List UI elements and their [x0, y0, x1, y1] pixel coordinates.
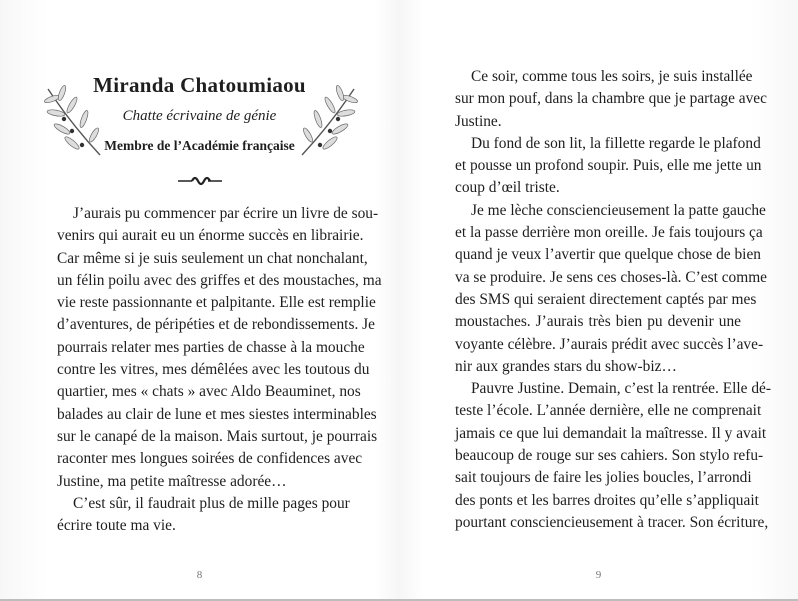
- right-page: [399, 0, 798, 599]
- text-line: des SMS qui seraient directement captés par mes: [455, 290, 757, 308]
- text-line: quand je veux l’avertir que quelque chose de bien: [455, 246, 761, 264]
- text-line: beaucoup de rouge sur ses cahiers. Son stylo refu-: [455, 447, 764, 465]
- text-line: pourtant consciencieusement à tracer. Son écriture,: [455, 513, 769, 531]
- text-line: sur le canapé de la maison. Mais surtout, je pourrais: [57, 427, 378, 445]
- text-line: nir aux grandes stars du show-biz…: [455, 357, 677, 375]
- author-title: Miranda Chatoumiaou: [93, 73, 306, 97]
- text-line: va se produire. Je sens ces choses-là. C’est comme: [455, 268, 767, 286]
- text-line: vie reste passionnante et palpitante. Elle est remplie: [57, 294, 376, 312]
- text-line: Car même si je suis seulement un chat nonchalant,: [57, 249, 368, 267]
- text-line: Je me lèche consciencieusement la patte gauche: [471, 201, 766, 219]
- body-text: [455, 66, 771, 534]
- text-line: Du fond de son lit, la fillette regarde le plafond: [471, 134, 761, 152]
- text-line: contre les vitres, mes démêlées avec les toutous du: [57, 361, 370, 379]
- author-subtitle: Chatte écrivaine de génie: [122, 108, 277, 124]
- text-line: venirs qui aurait eu un énorme succès en librairie.: [57, 227, 364, 245]
- ornament-divider-icon: [176, 172, 224, 188]
- text-line: jamais ce que lui demandait la maîtresse. Il y avait: [455, 424, 767, 442]
- text-line: raconter mes longues soirées de confidences avec: [57, 450, 363, 468]
- text-line: et pousse un profond soupir. Puis, elle me jette un: [455, 157, 762, 175]
- text-line: écrire toute ma vie.: [57, 517, 176, 535]
- text-line: pourrais relater mes parties de chasse à la mouche: [57, 338, 365, 356]
- text-line: Justine.: [455, 112, 502, 130]
- text-line: et la passe derrière mon oreille. Je fais toujours ça: [455, 224, 763, 242]
- text-line: coup d’œil triste.: [455, 179, 560, 197]
- body-text: [57, 203, 382, 537]
- text-line: voyante célèbre. J’aurais prédit avec succès l’ave-: [455, 335, 764, 353]
- text-line: Justine, ma petite maîtresse adorée…: [57, 472, 287, 490]
- author-membership: Membre de l’Académie française: [104, 138, 295, 153]
- text-line: J’aurais pu commencer par écrire un livre de sou-: [73, 205, 379, 222]
- text-line: Ce soir, comme tous les soirs, je suis installée: [471, 68, 753, 85]
- text-line: C’est sûr, il faudrait plus de mille pages pour: [73, 494, 350, 512]
- text-line: balades au clair de lune et mes siestes interminables: [57, 405, 377, 423]
- text-line: moustaches. J’aurais très bien pu devenir une: [455, 313, 741, 331]
- left-page: [0, 0, 399, 599]
- text-line: sait toujours de faire les jolies boucles, l’arrondi: [455, 469, 752, 487]
- text-line: sur mon pouf, dans la chambre que je partage avec: [455, 90, 767, 108]
- page-number: 9: [595, 569, 602, 581]
- text-line: des ponts et les barres droites qu’elle s’appliquait: [455, 491, 759, 509]
- page-number: 8: [196, 569, 203, 581]
- text-line: quartier, mes « chats » avec Aldo Beauminet, nos: [57, 383, 361, 401]
- text-line: teste l’école. L’année dernière, elle ne comprenait: [455, 402, 762, 420]
- text-line: d’aventures, de péripéties et de rebondissements. Je: [57, 316, 375, 334]
- text-line: Pauvre Justine. Demain, c’est la rentrée. Elle dé-: [471, 380, 771, 398]
- text-line: un félin poilu avec des griffes et des moustaches, ma: [57, 271, 382, 289]
